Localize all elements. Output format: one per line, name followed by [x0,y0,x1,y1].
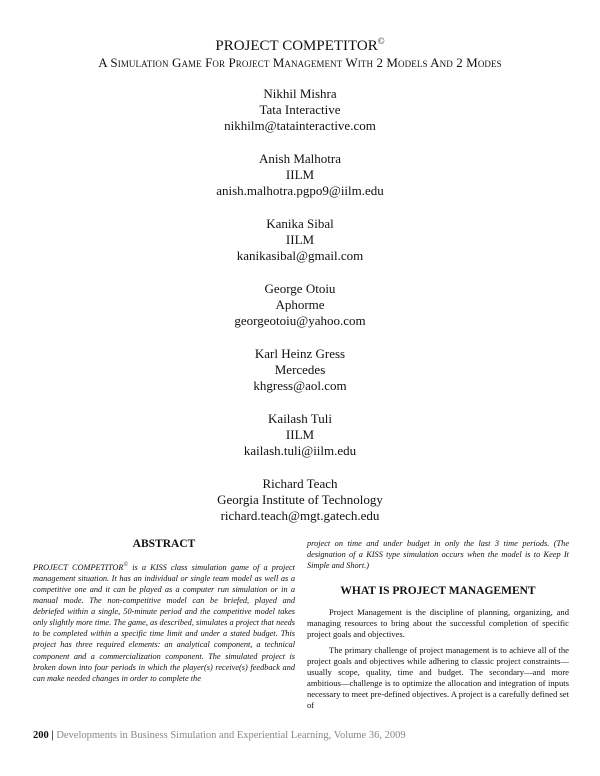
copyright-mark: © [123,562,129,568]
author-email[interactable]: nikhilm@tatainteractive.com [224,118,376,133]
author-name: Kailash Tuli [268,411,332,426]
left-column [33,538,295,684]
author-affiliation: Aphorme [275,297,325,312]
page-footer [33,730,406,741]
author-name: George Otoiu [264,281,336,296]
body-paragraph: Project Management is the discipline of planning, organizing, and managing resources to bring about the successful completion of specific project goals and objectives. [307,607,569,640]
author-name: Kanika Sibal [266,216,334,231]
abstract-text: is a KISS class simulation game of a project management situation. It has an individual or single team model as well as a competitive one and it can be played as a computer run simulation or in a manual mode. The non-competitive model can be briefed, played and debriefed within a single, 50-minute period and the competitive model takes only slightly more time. The game, as described, simulates a project that needs to be completed within a specific time limit and under a stated budget. This project has three required elements: an analytical component, a technical component and a commercialization component. The simulated project is broken down into four periods in which the player(s) receive(s) feedback and can make needed changes in order to complete the [33,562,295,683]
author-block [0,216,600,264]
author-affiliation: Georgia Institute of Technology [217,492,383,507]
paper-subtitle: A Simulation Game For Project Management With 2 Models And 2 Modes [98,55,502,70]
author-name: Karl Heinz Gress [254,346,346,361]
author-affiliation: IILM [285,232,315,247]
author-block [0,151,600,199]
author-affiliation: IILM [285,427,315,442]
author-email[interactable]: richard.teach@mgt.gatech.edu [220,508,380,523]
body-paragraph: The primary challenge of project management is to achieve all of the project goals and objectives while adhering to classic project constraints—usually scope, quality, time and budget. The secondary—and more ambitious—challenge is to optimize the allocation and integration of inputs necessary to meet pre-defined objectives. A project is a carefully defined set of [307,644,569,711]
author-affiliation: Mercedes [274,362,326,377]
author-block [0,476,600,524]
author-email[interactable]: kailash.tuli@iilm.edu [243,443,357,458]
author-block [0,86,600,134]
copyright-mark: © [377,36,385,46]
author-email[interactable]: khgress@aol.com [253,378,347,393]
author-block [0,281,600,329]
author-list [0,86,600,541]
author-name: Anish Malhotra [259,151,341,166]
right-column [307,538,569,715]
author-block [0,346,600,394]
author-email[interactable]: anish.malhotra.pgpo9@iilm.edu [216,183,384,198]
abstract-heading: ABSTRACT [132,538,196,550]
section-heading: WHAT IS PROJECT MANAGEMENT [340,585,536,598]
abstract-body [33,560,295,684]
abstract-continuation: project on time and under budget in only the last 3 time periods. (The designation of a KISS type simulation occurs when the model is to Keep It Simple and Short.) [307,539,569,571]
footer-separator: | [48,730,57,741]
author-affiliation: Tata Interactive [259,102,341,117]
page-number: 200 [33,730,49,741]
abstract-lead: PROJECT COMPETITOR [33,562,124,572]
author-name: Richard Teach [262,476,338,491]
author-affiliation: IILM [285,167,315,182]
paper-title [0,36,600,55]
author-name: Nikhil Mishra [263,86,337,101]
author-email[interactable]: georgeotoiu@yahoo.com [234,313,366,328]
author-block [0,411,600,459]
journal-name: Developments in Business Simulation and Experiential Learning, Volume 36, 2009 [56,730,406,741]
paper-title-text: PROJECT COMPETITOR [215,38,378,54]
author-email[interactable]: kanikasibal@gmail.com [236,248,364,263]
